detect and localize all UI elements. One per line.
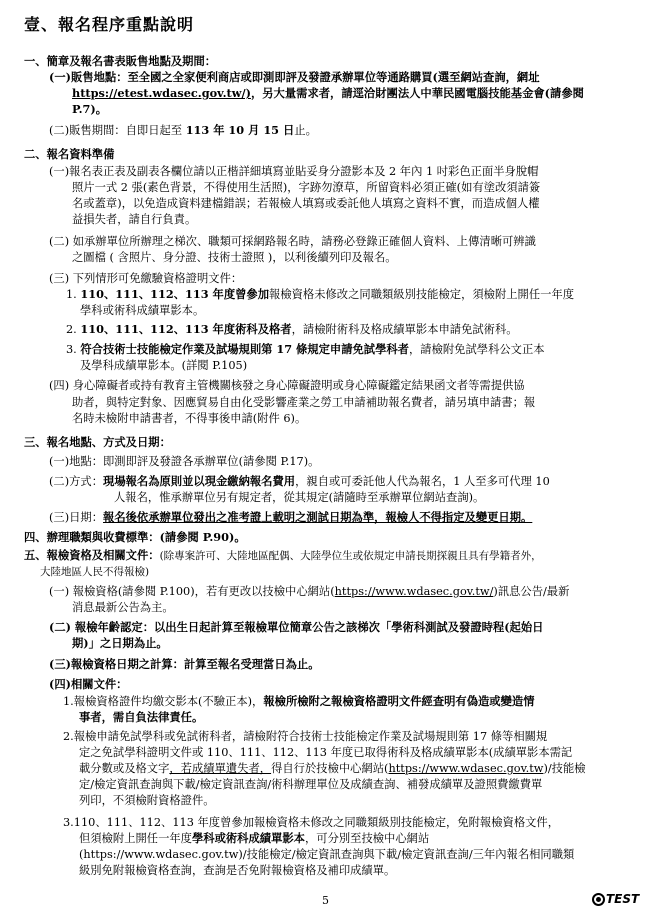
section-5-heading-line-1: 五、報檢資格及相關文件：(除專案許可、大陸地區配偶、大陸學位生或依規定申請長期探親且具有學籍者外，	[24, 548, 542, 562]
section-2-item-2-line-1: (二) 如承辦單位所辦理之梯次、職類可採網路報名時，請務必登錄正確個人資料、上傳清晰可辨識	[49, 235, 536, 248]
section-2-item-4-line-1: (四) 身心障礙者或持有教育主管機關核發之身心障礙證明或身心障礙鑑定結果函文者等需提供協	[49, 379, 525, 392]
section-2-heading: 二、報名資料準備	[24, 147, 115, 161]
wdasec-link-2[interactable]: https://www.wdasec.gov.tw	[388, 762, 544, 775]
section-1-item-1-line-2: https://etest.wdasec.gov.tw/)，另大量需求者，請逕洽財團法人中華民國電腦技能基金會(請參閱	[72, 86, 584, 100]
section-2-item-1-line-1: (一)報名表正表及副表各欄位請以正楷詳細填寫並貼妥身分證影本及 2 年內 1 吋彩色正面半身脫帽	[49, 165, 539, 178]
section-2-item-3-sub-3-line-1: 3. 符合技術士技能檢定作業及試場規則第 17 條規定申請免試學科者，請檢附免試學科公文正本	[66, 342, 545, 356]
section-3-item-2-line-1: (二)方式：現場報名為原則並以現金繳納報名費用，親自或可委託他人代為報名，1 人至多可代理 10	[49, 474, 550, 488]
section-3-item-3: (三)日期：報名後依承辦單位發出之准考證上載明之測試日期為準，報檢人不得指定及變更日期。	[49, 510, 533, 524]
section-5-item-2-line-2: 期)」之日期為止。	[72, 636, 168, 650]
section-1-heading: 一、簡章及報名書表販售地點及期間：	[24, 54, 217, 68]
section-5-item-4-sub-2-line-3: 載分數或及格文字，若成績單遺失者，得自行於技檢中心網站(https://www.wdasec.gov.tw)/技能檢	[79, 762, 586, 775]
section-2-item-4-line-2: 助者，與特定對象、因應貿易自由化受影響產業之勞工申請補助報名費者，請另填申請書；報	[72, 396, 536, 409]
section-2-item-4-line-3: 名時未檢附申請書者，不得事後申請(附件 6)。	[72, 412, 307, 425]
page-title: 壹、報名程序重點說明	[24, 15, 195, 34]
section-5-item-4-sub-2-line-5: 列印，不須檢附資格證件。	[79, 794, 215, 807]
section-5-heading-line-2: 大陸地區人民不得報檢)	[40, 566, 150, 578]
section-2-item-3-sub-3-line-2: 及學科成績單影本。(詳閱 P.105)	[80, 359, 248, 372]
wdasec-link[interactable]: https://www.wdasec.gov.tw/	[334, 585, 494, 598]
section-5-item-4-sub-3-line-2: 但須檢附上開任一年度學科或術科成績單影本，可分別至技檢中心網站	[79, 831, 430, 845]
section-5-item-1-line-2: 消息最新公告為主。	[72, 601, 174, 614]
section-5-item-3: (三)報檢資格日期之計算：計算至報名受理當日為止。	[49, 657, 320, 671]
section-2-item-1-line-2: 照片一式 2 張(素色背景，不得使用生活照)，字跡勿潦草，所留資料必須正確(如有塗改須請簽	[72, 181, 541, 194]
section-1-item-2: (二)販售期間：自即日起至 113 年 10 月 15 日止。	[49, 123, 317, 137]
section-5-item-4-heading: (四)相關文件：	[49, 677, 128, 691]
section-5-item-1-line-1: (一) 報檢資格(請參閱 P.100)，若有更改以技檢中心網站(https://www.wdasec.gov.tw/)訊息公告/最新	[49, 585, 570, 598]
section-1-item-1-line-3: P.7)。	[72, 102, 108, 116]
section-2-item-3-sub-1-line-1: 1. 110、111、112、113 年度曾參加報檢資格未修改之同職類級別技能檢定，須檢附上開任一年度	[66, 287, 575, 301]
section-5-item-4-sub-3-line-4: 級別免附報檢資格查詢，查詢是否免附報檢資格及補印成績單。	[79, 864, 396, 877]
logo-circle-icon	[592, 893, 605, 906]
section-3-item-2-line-2: 人報名，惟承辦單位另有規定者，從其規定(請隨時至承辦單位網站查詢)。	[114, 491, 485, 504]
section-2-item-3-sub-2: 2. 110、111、112、113 年度術科及格者，請檢附術科及格成績單影本申請免試術科。	[66, 322, 518, 336]
page-number: 5	[322, 894, 329, 907]
section-5-item-4-sub-2-line-1: 2.報檢申請免試學科或免試術科者，請檢附符合技術士技能檢定作業及試場規則第 17 條等相關規	[63, 730, 548, 743]
section-3-heading: 三、報名地點、方式及日期：	[24, 435, 171, 449]
section-5-item-4-sub-2-line-2: 定之免試學科證明文件或 110、111、112、113 年度已取得術科及格成績單影本(成績單影本需記	[79, 746, 573, 759]
section-3-item-1: (一)地點：即測即評及發證各承辦單位(請參閱 P.17)。	[49, 455, 320, 468]
section-2-item-3-heading: (三) 下列情形可免繳驗資格證明文件：	[49, 272, 243, 285]
section-5-item-4-sub-1-line-1: 1.報檢資格證件均繳交影本(不驗正本)，報檢所檢附之報檢資格證明文件經查明有偽造或變造情	[63, 694, 535, 708]
section-5-item-4-sub-3-line-1: 3.110、111、112、113 年度曾參加報檢資格未修改之同職類級別技能檢定，免附報檢資格文件，	[63, 816, 560, 829]
section-5-item-4-sub-1-line-2: 事者，需自負法律責任。	[79, 710, 204, 724]
section-4-heading: 四、辦理職類與收費標準：(請參閱 P.90)。	[24, 530, 246, 544]
section-2-item-2-line-2: 之圖檔 ( 含照片、身分證、技術士證照 )，以利後續列印及報名。	[72, 251, 397, 264]
section-5-item-4-sub-3-line-3: (https://www.wdasec.gov.tw)/技能檢定/檢定資訊查詢與下載/檢定資訊查詢/三年內報名相同職類	[79, 848, 575, 861]
section-2-item-1-line-4: 益損失者，請自行負責。	[72, 213, 197, 226]
section-5-item-4-sub-2-line-4: 定/檢定資訊查詢與下載/檢定資訊查詢/術科辦理單位及成績查詢、補發成績單及證照費繳費單	[79, 778, 543, 791]
section-5-item-2-line-1: (二) 報檢年齡認定：以出生日起計算至報檢單位簡章公告之該梯次「學術科測試及發證時程(起始日	[49, 620, 544, 634]
section-2-item-3-sub-1-line-2: 學科或術科成績單影本。	[80, 304, 205, 317]
test-logo: TEST	[592, 892, 639, 907]
section-1-item-1-line-1: (一)販售地點：至全國之全家便利商店或即測即評及發證承辦單位等通路購買(選至網站查詢，網址	[49, 70, 540, 84]
section-2-item-1-line-3: 名或蓋章)，以免造成資料建檔錯誤；若報檢人填寫或委託他人填寫之資料不實，而造成個人權	[72, 197, 540, 210]
etest-link[interactable]: https://etest.wdasec.gov.tw/)	[72, 86, 251, 100]
